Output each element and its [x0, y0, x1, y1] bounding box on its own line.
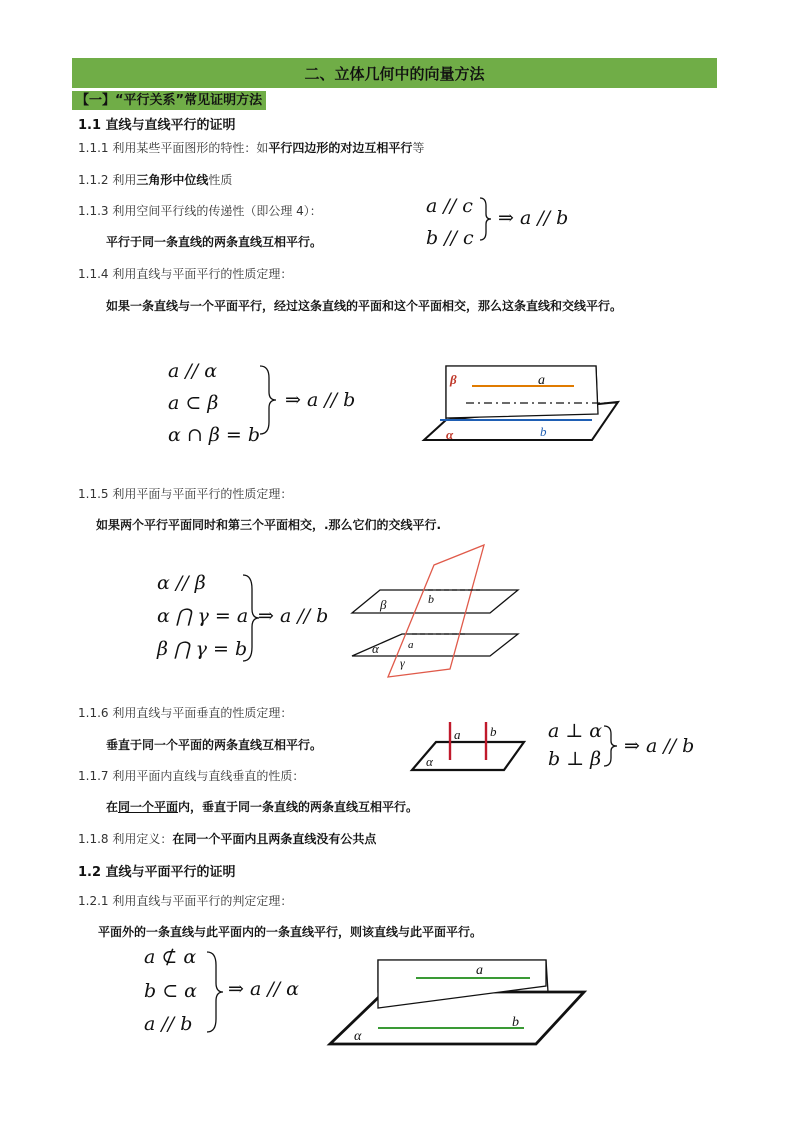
item-bold: 三角形中位线 [136, 173, 209, 187]
item-suffix: 性质 [208, 173, 233, 187]
item-text: 1.1.8 利用定义： [78, 832, 173, 846]
item-1-1-8 [78, 830, 376, 847]
line-plane-figure [326, 956, 588, 1048]
item-1-1-5-note: 如果两个平行平面同时和第三个平面相交，.那么它们的交线平行. [96, 518, 442, 532]
item-1-2-1-note: 平面外的一条直线与此平面内的一条直线平行，则该直线与此平面平行。 [98, 925, 483, 939]
fig-label-beta: β [450, 372, 457, 387]
formula-intersection: α ∩ β = b [168, 424, 260, 446]
item-text: 1.1.1 利用某些平面图形的特性：如 [78, 141, 269, 155]
formula-a-par-alpha: a // α [168, 360, 218, 382]
fig-label-alpha: α [426, 754, 433, 769]
fig-label-b: b [512, 1015, 519, 1030]
fig-label-beta: β [380, 597, 387, 612]
item-1-1-3: 1.1.3 利用空间平行线的传递性（即公理 4）： [78, 204, 322, 218]
fig-label-b: b [540, 424, 547, 439]
fig-label-a: a [454, 727, 461, 742]
item-1-1-6: 1.1.6 利用直线与平面垂直的性质定理： [78, 706, 293, 720]
perpendicular-lines-figure [408, 720, 528, 776]
fig-label-b: b [428, 592, 434, 606]
formula-b-sub-alpha: b ⊂ α [144, 980, 197, 1002]
formula-a-perp-alpha: a ⊥ α [548, 720, 603, 742]
fig-label-alpha: α [446, 427, 454, 442]
fig-label-a: a [408, 639, 414, 651]
item-1-1-4: 1.1.4 利用直线与平面平行的性质定理： [78, 267, 293, 281]
formula-alpha-par-beta: α // β [157, 572, 206, 594]
fig-label-b: b [490, 724, 497, 739]
brace-icon [257, 364, 277, 436]
item-1-1-6-note: 垂直于同一个平面的两条直线互相平行。 [106, 738, 323, 752]
item-text: 1.1.2 利用 [78, 173, 137, 187]
fig-label-a: a [476, 963, 483, 978]
formula-result: ⇒ a // b [285, 389, 356, 411]
brace-icon [240, 573, 260, 663]
formula-a-par-b: a // b [144, 1013, 193, 1035]
item-1-1-1 [78, 139, 424, 156]
heading-1-2: 1.2 直线与平面平行的证明 [78, 865, 236, 880]
fig-label-alpha: α [372, 641, 379, 656]
formula-result: ⇒ a // b [258, 605, 329, 627]
formula-b-perp-beta: b ⊥ β [548, 748, 602, 770]
page-title: 二、立体几何中的向量方法 [304, 65, 485, 83]
item-suffix: 等 [412, 141, 425, 155]
parallel-planes-figure [350, 543, 522, 680]
brace-icon [478, 196, 492, 242]
formula-a-sub-beta: a ⊂ β [168, 392, 219, 414]
fig-label-gamma: γ [400, 656, 405, 670]
fig-label-a: a [538, 373, 545, 388]
plane-line-figure [420, 362, 625, 446]
item-1-1-2 [78, 171, 232, 188]
note-pre: 在 [106, 800, 119, 814]
brace-icon [204, 950, 224, 1034]
fig-label-alpha: α [354, 1029, 362, 1044]
item-1-1-7: 1.1.7 利用平面内直线与直线垂直的性质： [78, 769, 305, 783]
heading-1-1: 1.1 直线与直线平行的证明 [78, 118, 236, 133]
item-1-1-3-note: 平行于同一条直线的两条直线互相平行。 [106, 235, 323, 249]
formula-a-not-sub-alpha: a ⊄ α [144, 946, 197, 968]
formula-b-par-c: b // c [426, 227, 474, 249]
brace-icon [602, 724, 618, 768]
item-bold: 在同一个平面内且两条直线没有公共点 [172, 832, 377, 846]
formula-result: ⇒ a // b [624, 735, 695, 757]
item-1-1-7-note [106, 798, 418, 815]
note-post: 内，垂直于同一条直线的两条直线互相平行。 [178, 800, 419, 814]
item-1-2-1: 1.2.1 利用直线与平面平行的判定定理： [78, 894, 293, 908]
note-underlined: 同一个平面 [118, 800, 179, 814]
title-bar [72, 58, 717, 88]
section-banner: 【一】“平行关系”常见证明方法 [72, 91, 266, 110]
formula-a-par-c: a // c [426, 195, 473, 217]
item-bold: 平行四边形的对边互相平行 [268, 141, 413, 155]
formula-result: ⇒ a // α [228, 978, 299, 1000]
formula-beta-cap-gamma: β ⋂ γ = b [157, 638, 248, 660]
item-1-1-4-note: 如果一条直线与一个平面平行，经过这条直线的平面和这个平面相交，那么这条直线和交线平行。 [106, 299, 623, 313]
formula-result: ⇒ a // b [498, 207, 569, 229]
formula-alpha-cap-gamma: α ⋂ γ = a [157, 605, 249, 627]
item-1-1-5: 1.1.5 利用平面与平面平行的性质定理： [78, 487, 293, 501]
